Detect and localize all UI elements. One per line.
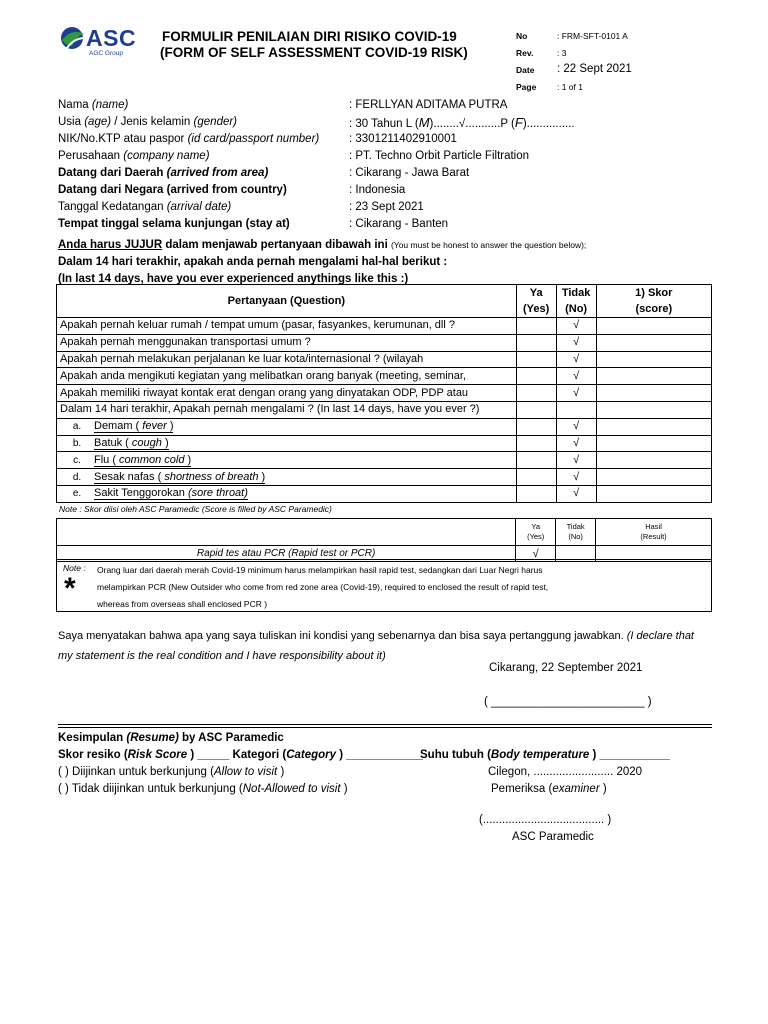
not-allow-visit-option[interactable]: ( ) Tidak diijinkan untuk berkunjung (Not-Allowed to visit ) [58, 783, 348, 795]
answer-yes[interactable] [516, 401, 556, 418]
score-cell[interactable] [596, 401, 711, 418]
answer-yes[interactable] [516, 469, 556, 486]
info-country: Datang dari Negara (arrived from country) : Indonesia [58, 182, 718, 199]
title-line-2: (FORM OF SELF ASSESSMENT COVID-19 RISK) [160, 45, 468, 60]
resume-title: Kesimpulan (Resume) by ASC Paramedic [58, 732, 284, 744]
answer-yes[interactable] [516, 435, 556, 452]
answer-yes[interactable] [516, 485, 556, 502]
answer-no[interactable]: √ [556, 418, 596, 435]
info-stay: Tempat tinggal selama kunjungan (stay at) : Cikarang - Banten [58, 216, 718, 233]
symptom-row: d. Sesak nafas ( shortness of breath ) √ [57, 469, 712, 486]
question-row: Apakah anda mengikuti kegiatan yang melibatkan orang banyak (meeting, seminar, √ [57, 368, 712, 385]
instruction-honest: Anda harus JUJUR dalam menjawab pertanyaan dibawah ini (You must be honest to answer the question below); [58, 239, 587, 251]
country-value: : Indonesia [349, 184, 406, 196]
instruction-line-2: Dalam 14 hari terakhir, apakah anda pernah mengalami hal-hal berikut : [58, 256, 448, 268]
answer-no[interactable] [556, 401, 596, 418]
note-label: Note : [63, 563, 86, 573]
divider [58, 724, 712, 725]
examiner-signature[interactable]: (...................................... ) [479, 814, 612, 826]
name-value: : FERLLYAN ADITAMA PUTRA [349, 99, 508, 111]
answer-no[interactable]: √ [556, 485, 596, 502]
question-row: Apakah memiliki riwayat kontak erat dengan orang yang dinyatakan ODP, PDP atau √ [57, 385, 712, 402]
risk-score-field[interactable]: Skor resiko (Risk Score ) _____ [58, 749, 233, 761]
score-cell[interactable] [596, 385, 711, 402]
score-cell[interactable] [596, 318, 711, 335]
answer-no[interactable]: √ [556, 334, 596, 351]
rapid-col-result: Hasil (Result) [596, 519, 712, 546]
info-arrival: Tanggal Kedatangan (arrival date) : 23 Sept 2021 [58, 199, 718, 216]
answer-yes[interactable] [516, 351, 556, 368]
col-no-en: (No) [556, 301, 596, 318]
resume-allow-row [58, 764, 738, 781]
symptom-row: b. Batuk ( cough ) √ [57, 435, 712, 452]
rapid-col-yes: Ya (Yes) [516, 519, 556, 546]
instruction-line-3: (In last 14 days, have you ever experienced anythings like this :) [58, 273, 409, 285]
arrival-value: : 23 Sept 2021 [349, 201, 424, 213]
answer-yes[interactable] [516, 418, 556, 435]
city-date: Cilegon, ......................... 2020 [488, 766, 643, 778]
score-cell[interactable] [596, 485, 711, 502]
resume-notallow-row [58, 781, 738, 798]
col-question: Pertanyaan (Question) [57, 285, 517, 318]
applicant-signature[interactable]: ( ________________________ ) [484, 696, 652, 708]
score-cell[interactable] [596, 368, 711, 385]
answer-no[interactable]: √ [556, 435, 596, 452]
resume-section [58, 730, 738, 798]
rapid-label: Rapid tes atau PCR (Rapid test or PCR) [57, 546, 516, 562]
rapid-header-row [57, 519, 712, 546]
logo-text: ASC [86, 25, 137, 51]
col-score-en: (score) [596, 301, 711, 318]
col-yes: Ya [516, 285, 556, 302]
rapid-yes[interactable]: √ [516, 546, 556, 562]
answer-no[interactable]: √ [556, 452, 596, 469]
divider [58, 727, 712, 728]
note-box [56, 559, 712, 612]
examiner-label: Pemeriksa (examiner ) [491, 783, 607, 795]
title-line-1: FORMULIR PENILAIAN DIRI RISIKO COVID-19 [162, 29, 457, 44]
info-name: Nama (name) : FERLLYAN ADITAMA PUTRA [58, 97, 718, 114]
score-cell[interactable] [596, 435, 711, 452]
nik-value: : 3301211402910001 [349, 133, 457, 145]
score-note: Note : Skor diisi oleh ASC Paramedic (Score is filled by ASC Paramedic) [59, 504, 332, 514]
question-row: Apakah pernah menggunakan transportasi umum ? √ [57, 334, 712, 351]
answer-yes[interactable] [516, 368, 556, 385]
body-temperature-field[interactable]: Suhu tubuh (Body temperature ) ___________ [420, 749, 670, 761]
col-yes-en: (Yes) [516, 301, 556, 318]
score-cell[interactable] [596, 418, 711, 435]
allow-visit-option[interactable]: ( ) Diijinkan untuk berkunjung (Allow to visit ) [58, 766, 285, 778]
score-cell[interactable] [596, 351, 711, 368]
col-no: Tidak [556, 285, 596, 302]
asterisk-icon: * [64, 572, 76, 605]
info-nik: NIK/No.KTP atau paspor (id card/passport number) : 3301211402910001 [58, 131, 718, 148]
info-age-gender: Usia (age) / Jenis kelamin (gender) : 30 Tahun L (M)........√...........P (F)............... [58, 114, 718, 131]
symptom-row: a. Demam ( fever ) √ [57, 418, 712, 435]
stay-value: : Cikarang - Banten [349, 218, 449, 230]
info-company: Perusahaan (company name) : PT. Techno Orbit Particle Filtration [58, 148, 718, 165]
company-value: : PT. Techno Orbit Particle Filtration [349, 150, 530, 162]
answer-yes[interactable] [516, 334, 556, 351]
col-score: 1) Skor [596, 285, 711, 302]
personal-info [58, 97, 718, 233]
rapid-col-no: Tidak (No) [556, 519, 596, 546]
paramedic-label: ASC Paramedic [512, 831, 594, 843]
answer-yes[interactable] [516, 318, 556, 335]
form-title [160, 29, 468, 61]
symptom-row: e. Sakit Tenggorokan (sore throat) √ [57, 485, 712, 502]
category-field[interactable]: Kategori (Category ) ____________ [232, 749, 424, 761]
question-row: Apakah pernah keluar rumah / tempat umum (pasar, fasyankes, kerumunan, dll ? √ [57, 318, 712, 335]
score-cell[interactable] [596, 334, 711, 351]
score-cell[interactable] [596, 452, 711, 469]
answer-yes[interactable] [516, 385, 556, 402]
answer-yes[interactable] [516, 452, 556, 469]
score-cell[interactable] [596, 469, 711, 486]
resume-score-row [58, 747, 738, 764]
note-text: Orang luar dari daerah merah Covid-19 minimum harus melampirkan hasil rapid test, sedangkan dari Luar Negri harus melampirkan PCR (New Outsider who come from red zone area (Covid-19), required to enclosed the result of rapid test, whereas from overseas shall enclosed PCR ) [97, 565, 549, 609]
instructions [58, 237, 738, 288]
declaration: Saya menyatakan bahwa apa yang saya tuliskan ini kondisi yang sebenarnya dan bisa saya pertanggung jawabkan. (I declare that my statement is the real condition and I have responsibility about it) [58, 630, 694, 662]
info-area: Datang dari Daerah (arrived from area) : Cikarang - Jawa Barat [58, 165, 718, 182]
age-gender-value: : 30 Tahun L (M)........√...........P (F)............... [349, 115, 575, 130]
answer-no[interactable]: √ [556, 318, 596, 335]
question-header-row [57, 285, 712, 302]
question-table [56, 284, 712, 503]
symptom-row: c. Flu ( common cold ) √ [57, 452, 712, 469]
answer-no[interactable]: √ [556, 385, 596, 402]
answer-no[interactable]: √ [556, 469, 596, 486]
question-row: Apakah pernah melakukan perjalanan ke luar kota/internasional ? (wilayah √ [57, 351, 712, 368]
rapid-test-table [56, 518, 712, 562]
logo-subtext: AGC Group [89, 50, 123, 57]
answer-no[interactable]: √ [556, 368, 596, 385]
place-date: Cikarang, 22 September 2021 [489, 662, 643, 674]
area-value: : Cikarang - Jawa Barat [349, 167, 470, 179]
question-row: Dalam 14 hari terakhir, Apakah pernah mengalami ? (In last 14 days, have you ever ?) [57, 401, 712, 418]
answer-no[interactable]: √ [556, 351, 596, 368]
